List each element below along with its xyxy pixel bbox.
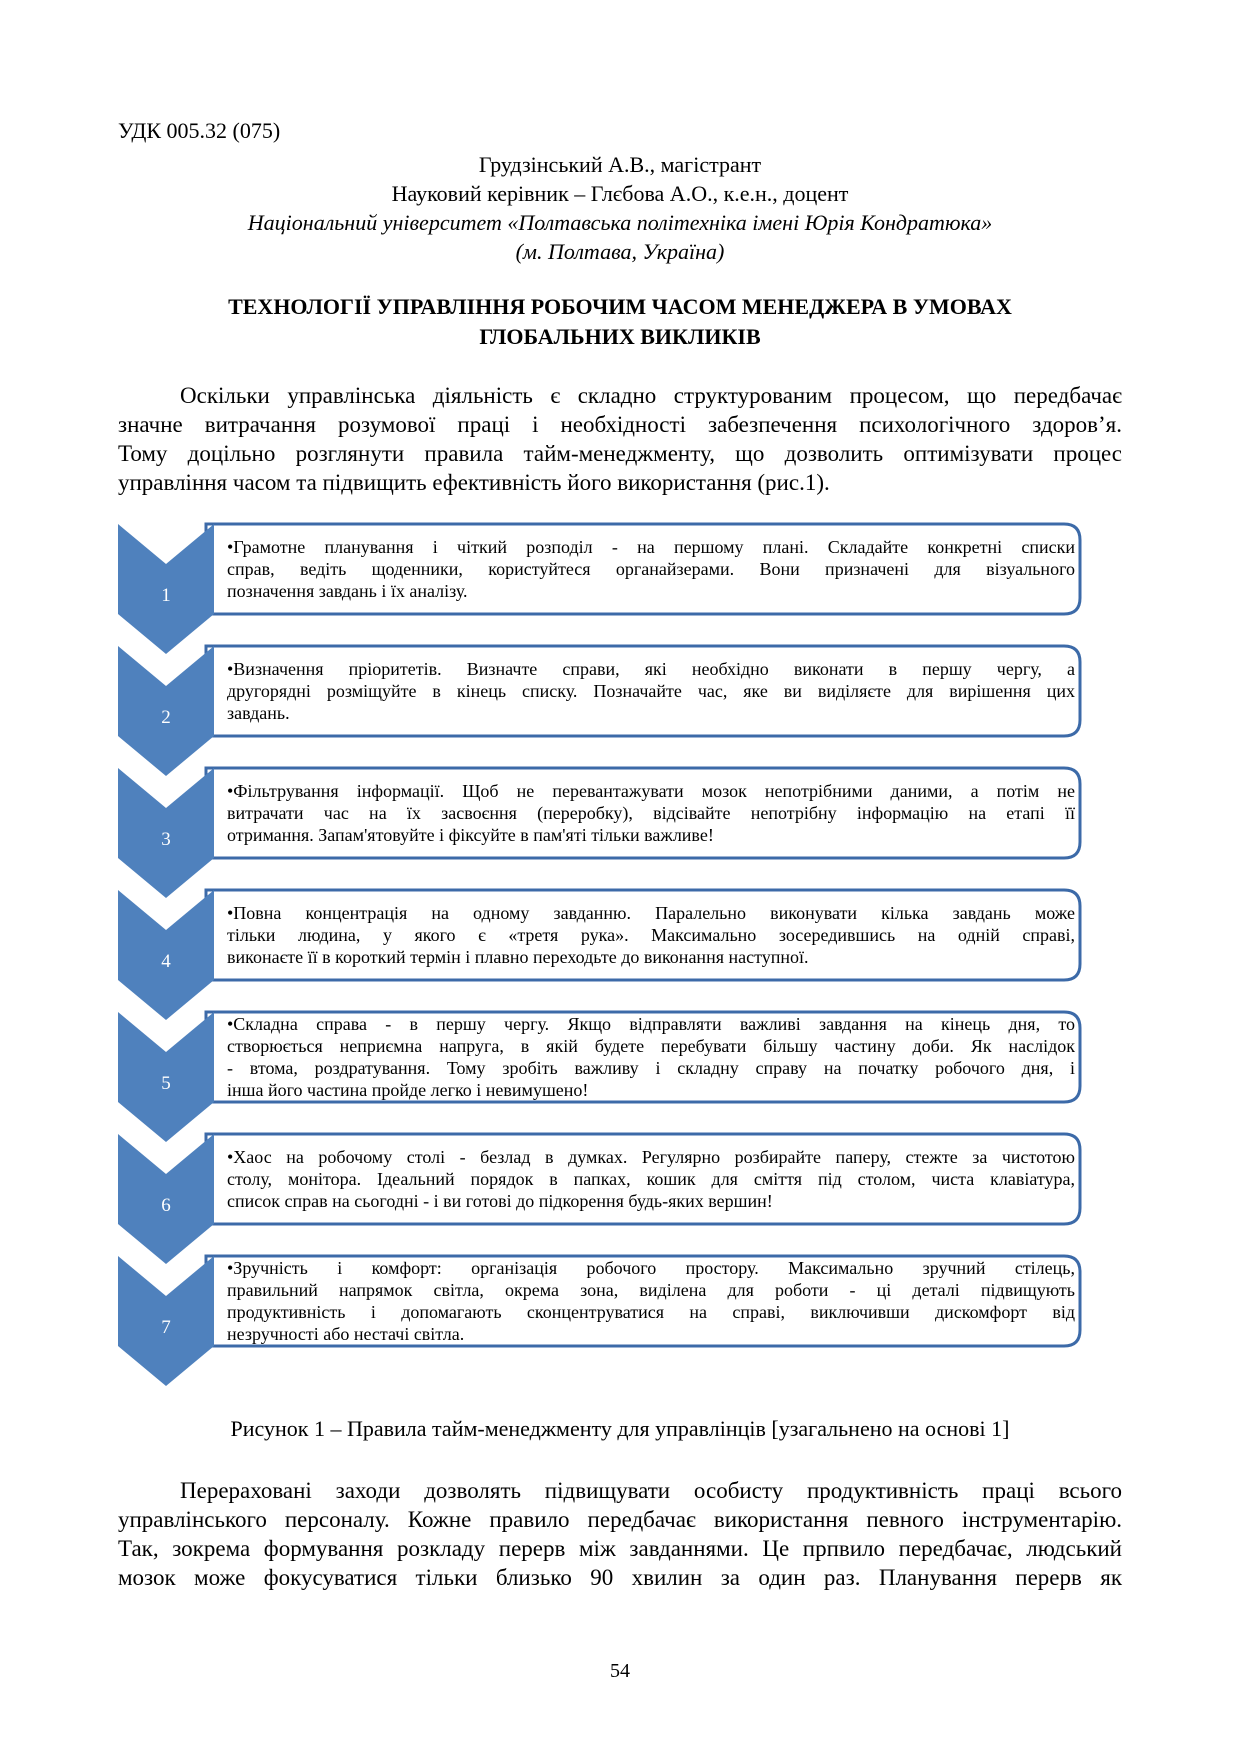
step-text-line: справ, ведіть щоденники, користуйтеся органайзерами. Вони призначені для візуального — [227, 559, 1075, 579]
intro-line: Тому доцільно розглянути правила тайм-менеджменту, що дозволить оптимізувати процес — [118, 441, 1122, 466]
udk-code: УДК 005.32 (075) — [118, 118, 281, 143]
step-4-text — [227, 902, 1075, 968]
body-line: мозок може фокусуватися тільки близько 90 хвилин за один раз. Планування перерв як — [118, 1565, 1122, 1590]
step-text-line: •Фільтрування інформації. Щоб не перевантажувати мозок непотрібними даними, а потім не — [227, 781, 1075, 801]
title-line-1: ТЕХНОЛОГІЇ УПРАВЛІННЯ РОБОЧИМ ЧАСОМ МЕНЕДЖЕРА В УМОВАХ — [228, 294, 1012, 319]
step-text-line: •Грамотне планування і чіткий розподіл - на першому плані. Складайте конкретні списки — [227, 537, 1075, 557]
page-number: 54 — [610, 1660, 630, 1682]
step-text-line: - втома, роздратування. Тому зробіть важливу і складну справу на початку робочого дня, і — [227, 1058, 1075, 1078]
step-text-line: правильний напрямок світла, окрема зона, виділена для роботи - ці деталі підвищують — [227, 1280, 1075, 1300]
step-text-line: •Визначення пріоритетів. Визначте справи, які необхідно виконати в першу чергу, а — [227, 659, 1075, 679]
intro-line: значне витрачання розумової праці і необхідності забезпечення психологічного здоров’я. — [118, 412, 1122, 437]
body-line: Перераховані заходи дозволять підвищувати особисту продуктивність праці всього — [180, 1478, 1122, 1503]
step-text-line: тільки людина, у якого є «третя рука». Максимально зосередившись на одній справі, — [227, 925, 1075, 945]
body-line: управлінського персоналу. Кожне правило передбачає використання певного інструментарію. — [118, 1507, 1122, 1532]
figure-caption: Рисунок 1 – Правила тайм-менеджменту для управлінців [узагальнено на основі 1] — [230, 1416, 1010, 1441]
body-line: Так, зокрема формування розкладу перерв між завданнями. Це прпвило передбачає, людський — [118, 1536, 1122, 1561]
step-text-line: список справ на сьогодні - і ви готові до підкорення будь-яких вершин! — [227, 1191, 773, 1211]
step-6-number: 6 — [161, 1195, 171, 1216]
step-text-line: продуктивність і допомагають сконцентруватися на справі, виключивши дискомфорт від — [227, 1302, 1075, 1322]
step-1-number: 1 — [161, 585, 171, 606]
step-text-line: •Повна концентрація на одному завданню. Паралельно виконувати кілька завдань може — [227, 903, 1075, 923]
step-3-number: 3 — [161, 829, 171, 850]
step-6-text — [227, 1146, 1075, 1212]
step-text-line: другорядні розміщуйте в кінець списку. Позначайте час, яке ви виділяєте для вирішення цих — [227, 681, 1075, 701]
step-text-line: створюється неприємна напруга, в якій будете перебувати більшу частину доби. Як наслідок — [227, 1036, 1075, 1056]
intro-line: Оскільки управлінська діяльність є складно структурованим процесом, що передбачає — [180, 383, 1122, 408]
location: (м. Полтава, Україна) — [515, 239, 725, 264]
author-line: Грудзінський А.В., магістрант — [478, 152, 762, 177]
intro-line: управління часом та підвищить ефективність його використання (рис.1). — [118, 470, 830, 495]
step-7-text — [227, 1257, 1075, 1345]
step-2-text — [227, 658, 1075, 724]
step-text-line: •Зручність і комфорт: організація робочого простору. Максимально зручний стілець, — [227, 1258, 1075, 1278]
step-1-text — [227, 536, 1075, 602]
step-text-line: незручності або нестачі світла. — [227, 1324, 465, 1344]
step-text-line: отримання. Запам'ятовуйте і фіксуйте в пам'яті тільки важливе! — [227, 825, 714, 845]
step-3-text — [227, 780, 1075, 846]
step-text-line: інша його частина пройде легко і невимушено! — [227, 1080, 589, 1100]
supervisor-line: Науковий керівник – Глєбова А.О., к.е.н., доцент — [391, 181, 849, 206]
step-text-line: •Хаос на робочому столі - безлад в думках. Регулярно розбирайте паперу, стежте за чистотою — [227, 1147, 1075, 1167]
step-4-number: 4 — [161, 951, 171, 972]
step-text-line: позначення завдань і їх аналізу. — [227, 581, 468, 601]
step-text-line: виконаєте її в короткий термін і плавно переходьте до виконання наступної. — [227, 947, 809, 967]
step-7-number: 7 — [161, 1317, 171, 1338]
step-2-number: 2 — [161, 707, 171, 728]
step-text-line: •Складна справа - в першу чергу. Якщо відправляти важливі завдання на кінець дня, то — [227, 1014, 1075, 1034]
affiliation: Національний університет «Полтавська політехніка імені Юрія Кондратюка» — [247, 210, 993, 235]
step-5-text — [227, 1013, 1075, 1101]
step-text-line: завдань. — [227, 703, 290, 723]
step-5-number: 5 — [161, 1073, 171, 1094]
body-paragraph — [118, 1476, 1122, 1592]
step-text-line: витрачати час на їх засвоєння (переробку), відсівайте непотрібну інформацію на етапі її — [227, 803, 1075, 823]
title-line-2: ГЛОБАЛЬНИХ ВИКЛИКІВ — [479, 324, 761, 349]
step-text-line: столу, монітора. Ідеальний порядок в папках, кошик для сміття під столом, чиста клавіатура, — [227, 1169, 1075, 1189]
